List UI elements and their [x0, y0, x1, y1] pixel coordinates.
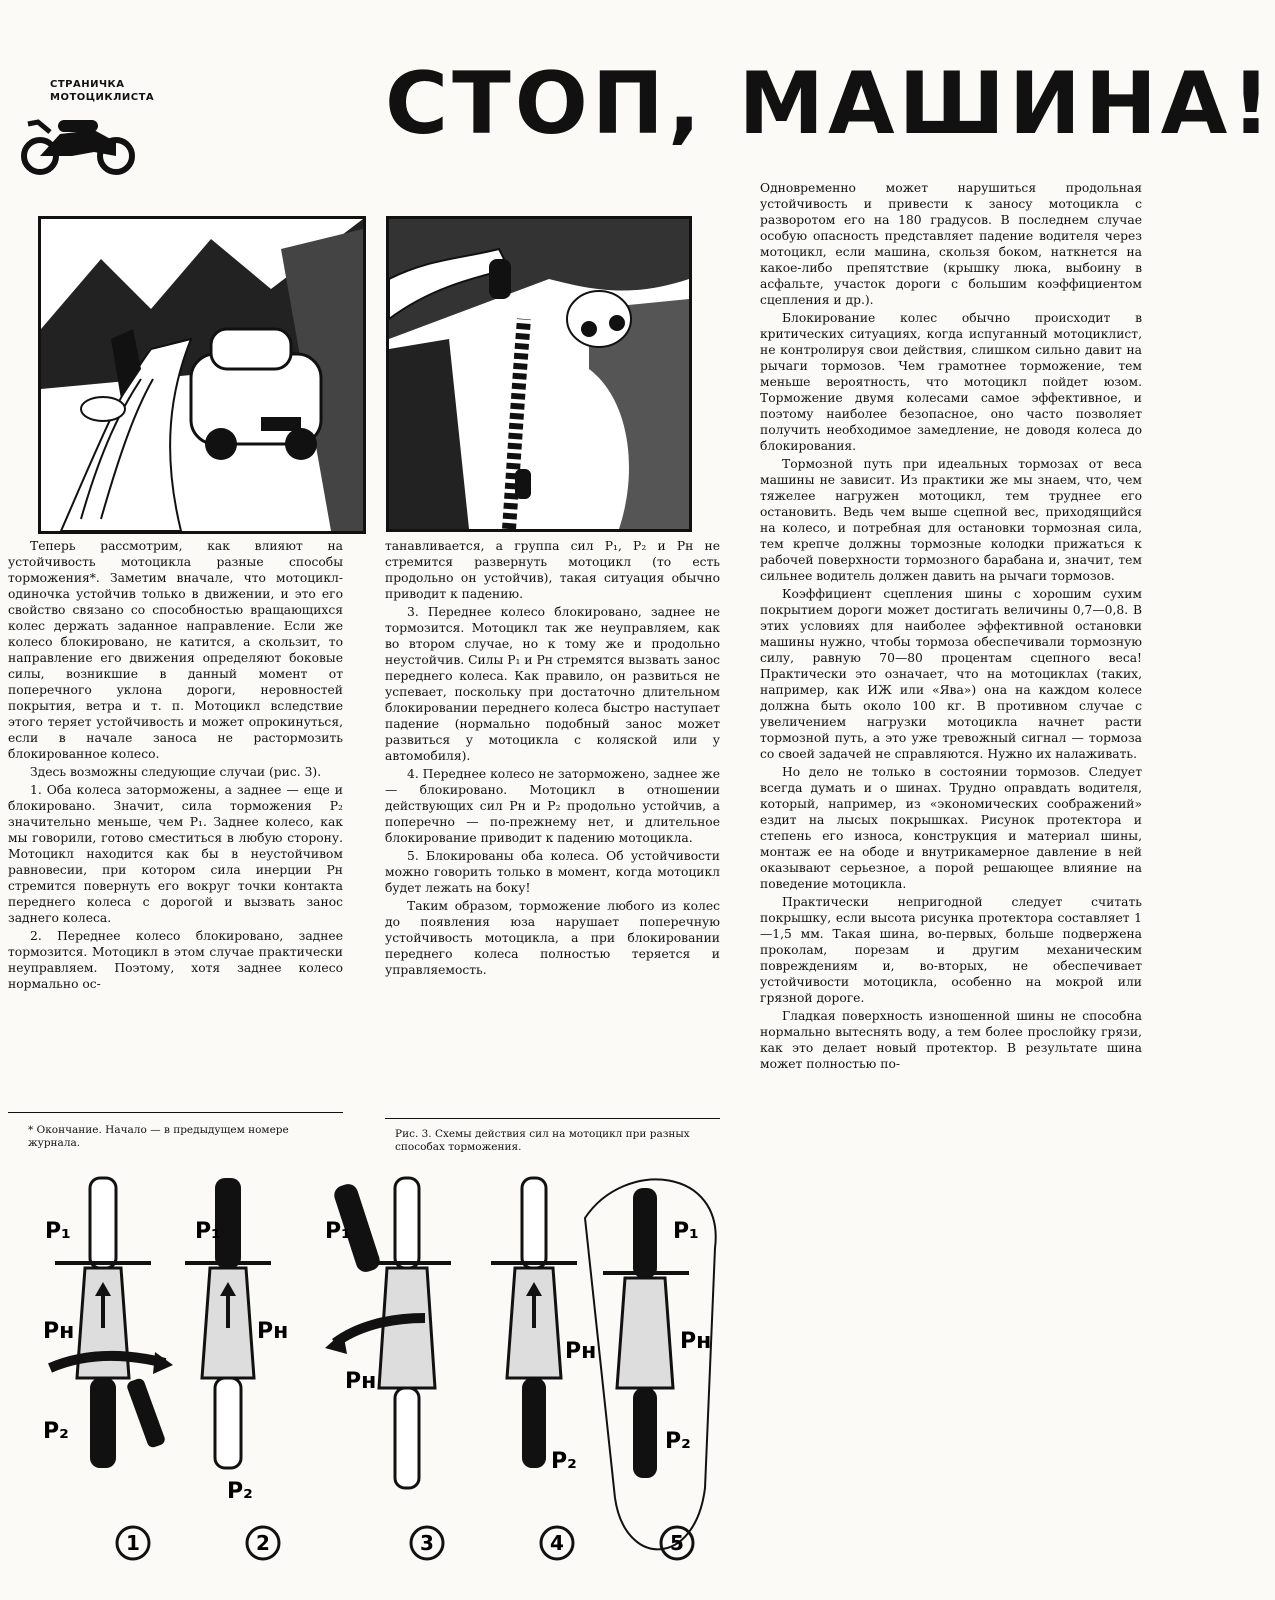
braking-force-diagrams [25, 1168, 740, 1568]
paragraph: 4. Переднее колесо не заторможено, заднее же — блокировано. Мотоцикл в отношении действующих сил Pн и P₂ продольно устойчив, а поперечно — по-прежнему нет, и длительное блокирование приводит к падению мотоцикла. [385, 767, 720, 845]
force-label-p1: P₁ [673, 1219, 699, 1244]
force-label-p2: P₂ [665, 1429, 691, 1454]
force-label-p2: P₂ [227, 1479, 253, 1504]
paragraph: Здесь возможны следующие случаи (рис. 3). [30, 765, 322, 779]
paragraph: Гладкая поверхность изношенной шины не способна нормально вытеснять воду, а тем более прослойку грязи, как это делает новый протектор. В результате шина может полностью по- [760, 1009, 1142, 1071]
force-label-pn: Pн [43, 1319, 75, 1344]
article-column-1 [8, 538, 343, 994]
paragraph: Таким образом, торможение любого из колес до появления юза нарушает поперечную устойчивость мотоцикла, а при блокировании переднего колеса полностью теряется и управляемость. [385, 899, 720, 977]
paragraph: Одновременно может нарушиться продольная устойчивость и привести к заносу мотоцикла с разворотом его на 180 градусов. В последнем случае особую опасность представляет падение водителя через мотоцикл, если машина, скользя боком, наткнется на какое-либо препятствие (крышку люка, выбоину в асфальте, участок дороги с большим коэффициентом сцепления и др.). [760, 181, 1142, 307]
panel-number: 4 [550, 1531, 564, 1555]
force-label-pn: Pн [257, 1319, 289, 1344]
footnote-divider [8, 1112, 343, 1113]
diagram-panel-3 [325, 1178, 451, 1559]
paragraph: Практически непригодной следует считать покрышку, если высота рисунка протектора составляет 1—1,5 мм. Такая шина, во-первых, больше подвержена проколам, порезам и другим механическим повреждениям и, во-вторых, не обеспечивает устойчивости мотоцикла, особенно на мокрой или грязной дороге. [760, 895, 1142, 1005]
force-label-p1: P₁ [195, 1219, 221, 1244]
diagram-panel-1 [43, 1178, 173, 1559]
article-column-3 [760, 180, 1142, 1074]
paragraph: Блокирование колес обычно происходит в критических ситуациях, когда испуганный мотоциклист, не контролируя свои действия, слишком сильно давит на рычаги тормозов. Чем грамотнее торможение, тем меньше вероятность, что мотоцикл пойдет юзом. Торможение двумя колесами самое эффективное, и поэтому наиболее безопасное, оно часто позволяет получить необходимое замедление, не доводя колеса до блокирования. [760, 311, 1142, 453]
illustration-braking-car [38, 216, 366, 534]
caption-divider [385, 1118, 720, 1119]
rubric-line-1: СТРАНИЧКА [50, 79, 125, 90]
force-label-p2: P₂ [43, 1419, 69, 1444]
diagram-panel-2 [185, 1178, 288, 1559]
force-label-p2: P₂ [551, 1449, 577, 1474]
paragraph: Но дело не только в состоянии тормозов. Следует всегда думать и о шинах. Трудно оправдать водителя, который, например, из «экономических соображений» ездит на лысых покрышках. Рисунок протектора и степень его износа, конструкция и материал шины, монтаж ее на ободе и внутрикамерное давление в ней оказывают серьезное, а порой решающее влияние на поведение мотоцикла. [760, 765, 1142, 891]
force-label-p1: P₁ [45, 1219, 71, 1244]
motorcycle-icon [20, 112, 138, 178]
paragraph: Тормозной путь при идеальных тормозах от веса машины не зависит. Из практики же мы знаем, что, чем тяжелее нагружен мотоцикл, тем труднее его остановить. Ведь чем выше сцепной вес, приходящийся на колесо, и потребная для остановки тормозная сила, тем крепче должны тормозные колодки прижаться к рабочей поверхности тормозного барабана и, значит, тем сильнее водитель должен давить на рычаги тормозов. [760, 457, 1142, 583]
force-label-pn: Pн [345, 1369, 377, 1394]
force-label-pn: Pн [565, 1339, 597, 1364]
paragraph: Коэффициент сцепления шины с хорошим сухим покрытием дороги может достигать величины 0,7—0,8. В этих условиях для наиболее эффективной остановки машины нужно, чтобы тормоза обеспечивали тормозную силу, равную 70—80 процентам сцепного веса! Практически это означает, что на мотоциклах (таких, например, как ИЖ или «Ява») она на каждом колесе должна быть около 100 кг. В противном случае с увеличением нагрузки мотоцикла начнет расти тормозной путь, а это уже тревожный сигнал — тормоза со своей задачей не справляются. Нужно их налаживать. [760, 587, 1142, 761]
rubric-line-2: МОТОЦИКЛИСТА [50, 92, 155, 103]
paragraph: 5. Блокированы оба колеса. Об устойчивости можно говорить только в момент, когда мотоцикл будет лежать на боку! [385, 849, 720, 895]
article-column-2 [385, 538, 720, 980]
page-title: СТОП, МАШИНА! [385, 54, 1275, 154]
paragraph: 3. Переднее колесо блокировано, заднее не тормозится. Мотоцикл так же неуправляем, как во втором случае, но к тому же и продольно неустойчив. Силы P₁ и Pн стремятся вызвать занос переднего колеса. Как правило, он развиться не успевает, поскольку при достаточно длительном блокировании переднего колеса быстро наступает падение (нормально подобный занос может развиться у мотоцикла с коляской или у автомобиля). [385, 605, 720, 763]
paragraph: танавливается, а группа сил P₁, P₂ и Pн не стремится развернуть мотоцикл (то есть продольно он устойчив), такая ситуация обычно приводит к падению. [385, 539, 720, 601]
paragraph: 1. Оба колеса заторможены, а заднее — еще и блокировано. Значит, сила торможения P₂ значительно меньше, чем P₁. Заднее колесо, как мы говорили, готово сместиться в любую сторону. Мотоцикл находится как бы в неустойчивом равновесии, при котором сила инерции Pн стремится повернуть его вокруг точки контакта переднего колеса с дорогой и вызвать занос заднего колеса. [8, 783, 343, 925]
diagram-panel-5 [585, 1179, 716, 1559]
footnote: * Окончание. Начало — в предыдущем номере журнала. [28, 1124, 289, 1149]
paragraph: 2. Переднее колесо блокировано, заднее тормозится. Мотоцикл в этом случае практически неуправляем. Поэтому, хотя заднее колесо нормально ос- [8, 929, 343, 991]
panel-number: 2 [256, 1531, 270, 1555]
panel-number: 3 [420, 1531, 434, 1555]
panel-number: 1 [126, 1531, 140, 1555]
paragraph: Теперь рассмотрим, как влияют на устойчивость мотоцикла разные способы торможения*. Заметим вначале, что мотоцикл-одиночка устойчив только в движении, и это его свойство связано со способностью вращающихся колес держать заданное направление. Если же колесо блокировано, не катится, а скользит, то направление его движения определяют боковые силы, возникшие в данный момент от поперечного уклона дороги, неровностей покрытия, ветра и т. п. Мотоцикл вследствие этого теряет устойчивость и может опрокинуться, если в начале заноса не растормозить блокированное колесо. [8, 539, 343, 761]
illustration-skid [386, 216, 692, 532]
section-rubric [50, 78, 155, 104]
force-label-p1: P₁ [325, 1219, 351, 1244]
diagram-panel-4 [491, 1178, 596, 1559]
panel-number: 5 [670, 1531, 684, 1555]
figure-caption: Рис. 3. Схемы действия сил на мотоцикл при разных способах торможения. [395, 1128, 690, 1153]
force-label-pn: Pн [680, 1329, 712, 1354]
